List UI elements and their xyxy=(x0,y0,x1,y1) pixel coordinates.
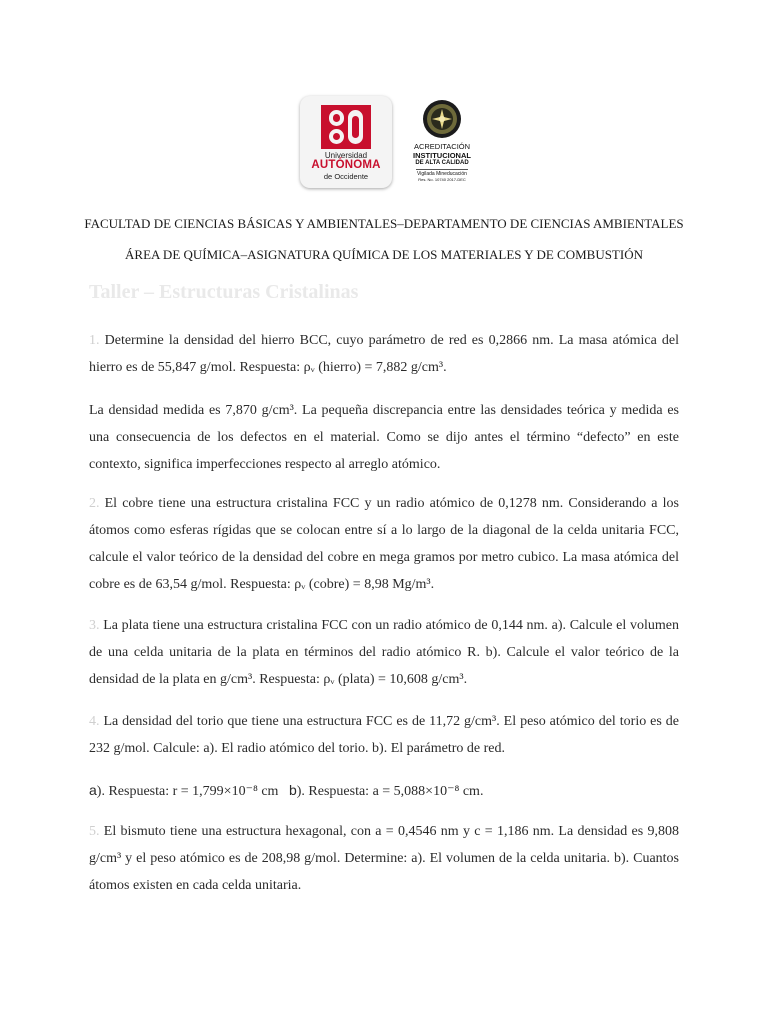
university-logo xyxy=(300,96,392,188)
problem-2 xyxy=(89,490,679,598)
accreditation-line5: Res. No. 10740 2017-DEC xyxy=(418,177,466,182)
logos xyxy=(300,96,480,192)
answer-b-letter: b xyxy=(288,782,297,798)
document-title: Taller – Estructuras Cristalinas xyxy=(89,281,359,303)
answer-a-text: ). Respuesta: r = 1,799×10⁻⁸ cm xyxy=(96,784,279,799)
problem-4 xyxy=(89,708,679,762)
uao-logo-line3: de Occidente xyxy=(323,172,369,181)
accreditation-line1: ACREDITACIÓN xyxy=(413,142,471,151)
problem-1 xyxy=(89,327,679,381)
uao-logo-line1: Universidad xyxy=(324,151,368,160)
answer-a-letter: a xyxy=(89,782,97,798)
accreditation-line4: Vigilada Mineducación xyxy=(417,171,467,177)
problem-text: Determine la densidad del hierro BCC, cuyo parámetro de red es 0,2866 nm. La masa atómica del hierro es de 55,847 g/mol. Respuesta: ρᵥ (hierro) = 7,882 g/cm³. xyxy=(89,333,679,375)
problem-number: 3. xyxy=(89,618,100,633)
problem-number: 5. xyxy=(89,824,100,839)
problem-text: El cobre tiene una estructura cristalina FCC y un radio atómico de 0,1278 nm. Considerando a los átomos como esferas rígidas que se colocan entre sí a lo largo de la diagonal de la celda unitaria FCC, calcule el valor teórico de la densidad del cobre en mega gramos por metro cubico. La masa atómica del cobre es de 63,54 g/mol. Respuesta: ρᵥ (cobre) = 8,98 Mg/m³. xyxy=(89,496,679,592)
problem-number: 2. xyxy=(89,496,100,511)
problem-1-note: La densidad medida es 7,870 g/cm³. La pequeña discrepancia entre las densidades teórica y medida es una consecuencia de los defectos en el material. Como se dijo antes el término “defecto” en este contexto, significa imperfecciones respecto al arreglo atómico. xyxy=(89,403,679,472)
answer-b-text: ). Respuesta: a = 5,088×10⁻⁸ cm. xyxy=(296,784,484,799)
accreditation-line3: DE ALTA CALIDAD xyxy=(415,160,469,166)
accreditation-divider xyxy=(416,169,468,170)
problem-3 xyxy=(89,612,679,693)
accreditation-seal-icon xyxy=(415,98,469,142)
subject-header: ÁREA DE QUÍMICA–ASIGNATURA QUÍMICA DE LOS MATERIALES Y DE COMBUSTIÓN xyxy=(125,247,643,262)
problem-text: La plata tiene una estructura cristalina FCC con un radio atómico de 0,144 nm. a). Calcule el volumen de una celda unitaria de la plata en términos del radio atómico R. b). Calcule el valor teórico de la densidad de la plata en g/cm³. Respuesta: ρᵥ (plata) = 10,608 g/cm³. xyxy=(89,618,679,687)
problem-text: La densidad del torio que tiene una estructura FCC es de 11,72 g/cm³. El peso atómico del torio es de 232 g/mol. Calcule: a). El radio atómico del torio. b). El parámetro de red. xyxy=(89,714,679,756)
problem-number: 1. xyxy=(89,333,100,348)
accreditation-line2: INSTITUCIONAL xyxy=(413,151,471,160)
accreditation-logo xyxy=(404,98,480,188)
problem-5 xyxy=(89,818,679,899)
uao-logo-line2: AUTÓNOMA xyxy=(311,159,381,171)
problem-4-answers xyxy=(89,782,483,800)
problem-number: 4. xyxy=(89,714,100,729)
problem-text: El bismuto tiene una estructura hexagonal, con a = 0,4546 nm y c = 1,186 nm. La densidad es 9,808 g/cm³ y el peso atómico es de 208,98 g/mol. Determine: a). El volumen de la celda unitaria. b). Cuantos átomos existen en cada celda unitaria. xyxy=(89,824,679,893)
faculty-header: FACULTAD DE CIENCIAS BÁSICAS Y AMBIENTALES–DEPARTAMENTO DE CIENCIAS AMBIENTALES xyxy=(84,216,684,231)
